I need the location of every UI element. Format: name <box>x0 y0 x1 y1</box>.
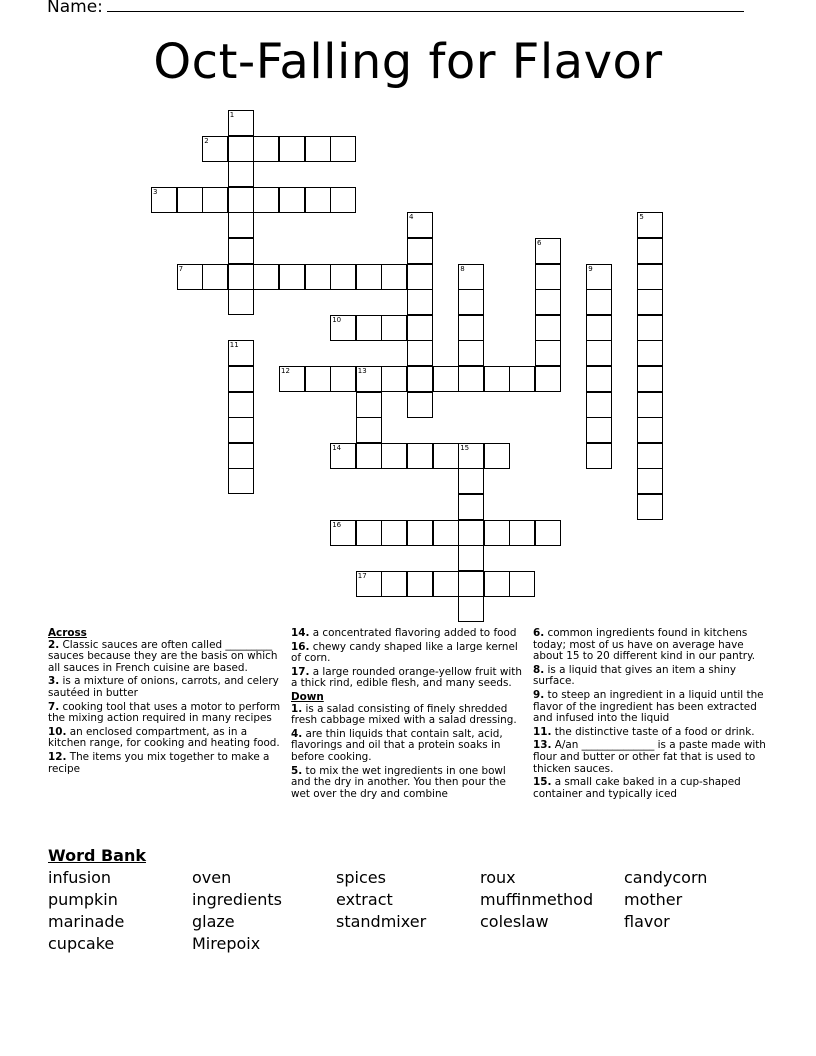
crossword-cell[interactable] <box>407 366 433 392</box>
across-clue: 3. is a mixture of onions, carrots, and celery sautéed in butter <box>48 675 279 699</box>
clue-number: 15 <box>460 443 470 452</box>
crossword-cell[interactable] <box>509 520 535 546</box>
crossword-cell[interactable] <box>202 264 228 290</box>
word-bank-title: Word Bank <box>48 846 147 865</box>
crossword-cell[interactable] <box>535 264 561 290</box>
down-clue: 15. a small cake baked in a cup-shaped container and typically iced <box>533 776 741 800</box>
crossword-cell[interactable] <box>356 366 382 392</box>
crossword-cell[interactable] <box>484 571 510 597</box>
crossword-cell[interactable] <box>330 315 356 341</box>
crossword-cell[interactable] <box>509 366 535 392</box>
clue-number: 14 <box>332 443 342 452</box>
crossword-cell[interactable] <box>637 264 663 290</box>
crossword-cell[interactable] <box>330 264 356 290</box>
crossword-cell[interactable] <box>381 443 407 469</box>
page-title: Oct-Falling for Flavor <box>153 34 663 90</box>
down-clue: 6. common ingredients found in kitchens today; most of us have on average have about 15 to 20 different kind in our pantry. <box>533 627 756 663</box>
crossword-cell[interactable] <box>356 443 382 469</box>
crossword-cell[interactable] <box>356 392 382 418</box>
crossword-cell[interactable] <box>586 264 612 290</box>
crossword-cell[interactable] <box>381 315 407 341</box>
crossword-cell[interactable] <box>458 264 484 290</box>
clue-number: 12 <box>281 367 290 375</box>
clue-number: 1 <box>229 111 235 119</box>
word-bank-item: roux <box>480 868 516 887</box>
crossword-cell[interactable] <box>330 187 356 213</box>
crossword-cell[interactable] <box>356 571 382 597</box>
crossword-cell[interactable] <box>330 443 356 469</box>
crossword-cell[interactable] <box>637 443 663 469</box>
down-clue: 13. A/an ______________ is a paste made with flour and butter or other fat that is used to thicken sauces. <box>533 739 766 775</box>
word-bank-item: glaze <box>192 912 235 931</box>
crossword-cell[interactable] <box>433 443 459 469</box>
word-bank-item: marinade <box>48 912 125 931</box>
crossword-cell[interactable] <box>458 571 484 597</box>
clue-number: 9 <box>588 264 593 273</box>
crossword-cell[interactable] <box>356 417 382 443</box>
clues-column-3 <box>533 628 769 802</box>
down-clue: 5. to mix the wet ingredients in one bowl and the dry in another. You then pour the wet over the dry and combine <box>291 764 506 800</box>
crossword-cell[interactable] <box>637 340 663 366</box>
clue-number: 8 <box>460 264 465 273</box>
crossword-cell[interactable] <box>535 289 561 315</box>
crossword-cell[interactable] <box>253 187 279 213</box>
crossword-cell[interactable] <box>637 468 663 494</box>
clue-number: 11 <box>229 341 239 350</box>
crossword-cell[interactable] <box>407 264 433 290</box>
crossword-cell[interactable] <box>279 136 305 162</box>
across-header: Across <box>48 627 87 639</box>
crossword-cell[interactable] <box>228 136 254 162</box>
crossword-cell[interactable] <box>458 289 484 315</box>
crossword-cell[interactable] <box>637 289 663 315</box>
crossword-cell[interactable] <box>458 340 484 366</box>
crossword-cell[interactable] <box>535 366 561 392</box>
crossword-cell[interactable] <box>407 340 433 366</box>
crossword-cell[interactable] <box>586 443 612 469</box>
word-bank-item: infusion <box>48 868 112 887</box>
crossword-cell[interactable] <box>356 264 382 290</box>
crossword-cell[interactable] <box>458 596 484 622</box>
crossword-cell[interactable] <box>151 187 177 213</box>
crossword-cell[interactable] <box>586 340 612 366</box>
crossword-cell[interactable] <box>458 443 484 469</box>
clue-number: 2 <box>204 136 209 145</box>
crossword-cell[interactable] <box>202 136 228 162</box>
crossword-cell[interactable] <box>637 494 663 520</box>
crossword-cell[interactable] <box>433 571 459 597</box>
crossword-cell[interactable] <box>305 136 331 162</box>
across-clue: 16. chewy candy shaped like a large kernel of corn. <box>291 640 518 665</box>
word-bank-item: cupcake <box>48 934 115 953</box>
crossword-cell[interactable] <box>407 520 433 546</box>
across-clue: 12. The items you mix together to make a recipe <box>48 750 270 775</box>
word-bank-item: ingredients <box>192 890 283 909</box>
crossword-cell[interactable] <box>177 264 203 290</box>
crossword-cell[interactable] <box>177 187 203 213</box>
crossword-cell[interactable] <box>279 264 305 290</box>
crossword-cell[interactable] <box>637 417 663 443</box>
word-bank-item: oven <box>192 868 232 887</box>
crossword-cell[interactable] <box>228 212 254 238</box>
word-bank-item: mother <box>624 890 683 909</box>
crossword-cell[interactable] <box>279 187 305 213</box>
word-bank-item: standmixer <box>336 912 427 931</box>
crossword-cell[interactable] <box>637 238 663 264</box>
crossword-cell[interactable] <box>637 212 663 238</box>
crossword-cell[interactable] <box>484 443 510 469</box>
down-header: Down <box>291 690 324 703</box>
crossword-cell[interactable] <box>305 187 331 213</box>
down-clue: 9. to steep an ingredient in a liquid until the flavor of the ingredient has been extracted and infused into the liquid <box>533 688 764 725</box>
crossword-cell[interactable] <box>637 366 663 392</box>
across-clue: 2. Classic sauces are often called _________ sauces because they are the basis on which all sauces in French cuisine are based. <box>48 638 278 674</box>
crossword-cell[interactable] <box>433 520 459 546</box>
word-bank-item: candycorn <box>624 868 708 887</box>
down-clue: 1. is a salad consisting of finely shredded fresh cabbage mixed with a salad dressing. <box>291 702 517 727</box>
clue-number: 13 <box>357 367 367 375</box>
down-clue: 8. is a liquid that gives an item a shiny surface. <box>533 663 736 688</box>
crossword-cell[interactable] <box>407 392 433 418</box>
crossword-cell[interactable] <box>407 571 433 597</box>
word-bank-item: coleslaw <box>480 912 549 931</box>
crossword-cell[interactable] <box>228 443 254 469</box>
crossword-cell[interactable] <box>356 520 382 546</box>
crossword-cell[interactable] <box>484 520 510 546</box>
crossword-cell[interactable] <box>330 136 356 162</box>
crossword-cell[interactable] <box>458 315 484 341</box>
crossword-cell[interactable] <box>228 187 254 213</box>
clue-number: 17 <box>357 571 367 580</box>
crossword-cell[interactable] <box>305 264 331 290</box>
crossword-cell[interactable] <box>253 264 279 290</box>
word-bank-item: flavor <box>624 912 670 931</box>
crossword-cell[interactable] <box>509 571 535 597</box>
crossword-cell[interactable] <box>253 136 279 162</box>
crossword-cell[interactable] <box>279 366 305 392</box>
crossword-cell[interactable] <box>381 264 407 290</box>
crossword-cell[interactable] <box>535 315 561 341</box>
word-bank-item: pumpkin <box>48 890 118 909</box>
crossword-cell[interactable] <box>228 340 254 366</box>
word-bank-item: extract <box>336 890 393 909</box>
clue-number: 7 <box>178 264 184 273</box>
crossword-cell[interactable] <box>637 315 663 341</box>
crossword-cell[interactable] <box>228 417 254 443</box>
crossword-cell[interactable] <box>458 494 484 520</box>
crossword-cell[interactable] <box>586 315 612 341</box>
crossword-cell[interactable] <box>433 366 459 392</box>
crossword-cell[interactable] <box>484 366 510 392</box>
crossword-cell[interactable] <box>407 289 433 315</box>
clue-number: 3 <box>153 187 158 196</box>
across-clue: 14. a concentrated flavoring added to food <box>291 627 517 639</box>
clue-number: 16 <box>332 520 342 529</box>
crossword-cell[interactable] <box>202 187 228 213</box>
crossword-cell[interactable] <box>228 289 254 315</box>
crossword-cell[interactable] <box>586 417 612 443</box>
crossword-cell[interactable] <box>458 366 484 392</box>
crossword-cell[interactable] <box>458 468 484 494</box>
crossword-cell[interactable] <box>356 315 382 341</box>
crossword-cell[interactable] <box>228 366 254 392</box>
down-clue: 11. the distinctive taste of a food or drink. <box>533 725 755 738</box>
crossword-cell[interactable] <box>407 212 433 238</box>
clue-number: 10 <box>332 315 342 324</box>
crossword-cell[interactable] <box>458 520 484 546</box>
crossword-cell[interactable] <box>407 238 433 264</box>
word-bank <box>48 868 768 953</box>
crossword-cell[interactable] <box>586 289 612 315</box>
word-bank-item: Mirepoix <box>192 934 261 953</box>
crossword-cell[interactable] <box>228 110 254 136</box>
name-label: Name: <box>47 0 103 17</box>
crossword-cell[interactable] <box>586 392 612 418</box>
crossword-cell[interactable] <box>228 238 254 264</box>
crossword-cell[interactable] <box>330 520 356 546</box>
down-clue: 4. are thin liquids that contain salt, acid, flavorings and oil that a protein soaks in before cooking. <box>291 727 503 763</box>
crossword-cell[interactable] <box>330 366 356 392</box>
clues-column-2 <box>291 628 526 802</box>
crossword-cell[interactable] <box>381 366 407 392</box>
crossword-cell[interactable] <box>228 161 254 187</box>
crossword-cell[interactable] <box>381 520 407 546</box>
clue-number: 4 <box>409 213 414 222</box>
crossword-cell[interactable] <box>535 238 561 264</box>
across-clue: 7. cooking tool that uses a motor to perform the mixing action required in many recipes <box>48 700 281 725</box>
crossword-cell[interactable] <box>407 443 433 469</box>
crossword-cell[interactable] <box>228 392 254 418</box>
clue-number: 6 <box>537 239 542 247</box>
crossword-cell[interactable] <box>637 392 663 418</box>
across-clue: 17. a large rounded orange-yellow fruit with a thick rind, edible flesh, and many seeds. <box>291 665 522 690</box>
crossword-cell[interactable] <box>535 520 561 546</box>
crossword-cell[interactable] <box>407 315 433 341</box>
word-bank-item: spices <box>336 868 386 887</box>
crossword-cell[interactable] <box>381 571 407 597</box>
crossword-cell[interactable] <box>586 366 612 392</box>
word-bank-item: muffinmethod <box>480 890 594 909</box>
crossword-cell[interactable] <box>305 366 331 392</box>
crossword-cell[interactable] <box>458 545 484 571</box>
clues-column-1 <box>48 628 284 777</box>
clue-number: 5 <box>639 213 644 222</box>
across-clue: 10. an enclosed compartment, as in a kitchen range, for cooking and heating food. <box>48 725 280 750</box>
crossword-cell[interactable] <box>228 264 254 290</box>
crossword-cell[interactable] <box>535 340 561 366</box>
crossword-cell[interactable] <box>228 468 254 494</box>
